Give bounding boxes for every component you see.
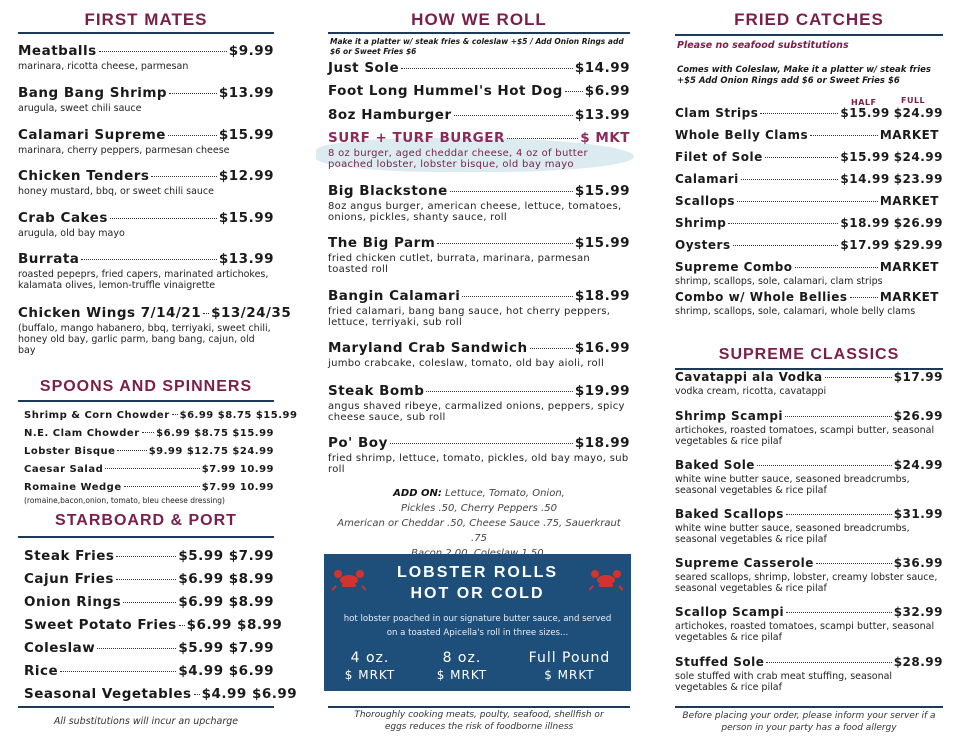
item-price: $28.99 (893, 655, 943, 669)
dot-leader (760, 113, 838, 114)
no-substitutions-note: Please no seafood substitutions (677, 40, 849, 51)
dot-leader (507, 138, 578, 139)
dot-leader (741, 179, 839, 180)
menu-item (24, 594, 274, 610)
divider (18, 400, 274, 402)
item-price: $15.99 (218, 127, 274, 143)
column-right (675, 0, 943, 742)
item-description: jumbo crabcake, coleslaw, tomato, old bay aioli, roll (328, 358, 605, 369)
dot-leader (728, 223, 838, 224)
item-price-full: $24.99 (893, 106, 943, 120)
item-name: Baked Scallops (675, 507, 784, 521)
item-description: seared scallops, shrimp, lobster, creamy lobster sauce, seasonal vegetables & rice pilaf (675, 572, 938, 594)
menu-item (24, 617, 283, 633)
lobster-size-option (529, 650, 611, 682)
menu-item (328, 383, 630, 423)
lobster-rolls-desc: hot lobster poached in our signature butter sauce, and served on a toasted Apicella's roll in three sizes... (343, 614, 612, 638)
divider (18, 536, 274, 538)
item-name: Cajun Fries (24, 571, 114, 587)
menu-item (18, 305, 292, 356)
dot-leader (766, 662, 891, 663)
menu-item (24, 446, 274, 457)
item-price: $15.99 (574, 235, 630, 251)
item-description: (buffalo, mango habanero, bbq, terriyaki, sweet chili, honey old bay, garlic parm, bang bang, cajun, old bay (18, 323, 271, 356)
menu-item (675, 370, 943, 397)
item-description: angus shaved ribeye, carmalized onions, peppers, spicy cheese sauce, sub roll (328, 401, 625, 423)
item-name: Calamari Supreme (18, 127, 166, 143)
item-name: Rice (24, 663, 59, 679)
dot-leader (168, 135, 217, 136)
item-price: $19.99 (574, 383, 630, 399)
item-name: Bangin Calamari (328, 288, 461, 304)
item-price: $ MKT (580, 130, 630, 146)
dot-leader (850, 297, 878, 298)
menu-item (24, 663, 274, 679)
lobster-price: $ MRKT (544, 668, 595, 682)
fried-platter-note: Comes with Coleslaw, Make it a platter w/ steak fries +$5 Add Onion Rings add $6 or Sweet Fries $6 (677, 65, 931, 86)
item-price: $13.99 (218, 85, 274, 101)
menu-item (675, 128, 943, 142)
item-description: fried shrimp, lettuce, tomato, pickles, old bay mayo, sub roll (328, 453, 629, 475)
item-name: Shrimp Scampi (675, 409, 784, 423)
item-price-full: $23.99 (893, 172, 943, 186)
menu-item (24, 410, 298, 421)
starboard-title: STARBOARD & PORT (55, 512, 237, 529)
item-price: $16.99 (574, 340, 630, 356)
menu-item (328, 83, 630, 99)
item-name: Oysters (675, 238, 731, 252)
menu-item (18, 210, 274, 239)
dot-leader (194, 694, 200, 695)
dot-leader (737, 201, 878, 202)
item-name: Seasonal Vegetables (24, 686, 192, 702)
dot-leader (203, 313, 209, 314)
column-left (18, 0, 298, 742)
item-name: Bang Bang Shrimp (18, 85, 168, 101)
item-description: vodka cream, ricotta, cavatappi (675, 386, 827, 397)
lobster-size: 8 oz. (442, 650, 482, 666)
menu-item (675, 238, 943, 252)
lobster-icon (589, 566, 623, 592)
dot-leader (151, 176, 216, 177)
item-name: Foot Long Hummel's Hot Dog (328, 83, 563, 99)
item-description: honey mustard, bbq, or sweet chili sauce (18, 186, 214, 197)
item-price-half: $17.99 (840, 238, 890, 252)
item-price: $5.99 $7.99 (178, 548, 274, 564)
dot-leader (60, 671, 176, 672)
lobster-rolls-box (324, 554, 631, 691)
item-price: $32.99 (893, 605, 943, 619)
item-price-half: MARKET (879, 260, 939, 274)
item-price-half: $15.99 (840, 150, 890, 164)
item-price: $18.99 (574, 288, 630, 304)
item-name: 8oz Hamburger (328, 107, 452, 123)
item-name: Steak Fries (24, 548, 115, 564)
dot-leader (117, 450, 146, 451)
item-price: $7.99 10.99 (201, 482, 274, 493)
divider (675, 706, 943, 708)
item-description: roasted pepeprs, fried capers, marinated artichokes, kalamata olives, lemon-truffle vinaigrette (18, 269, 269, 291)
item-price-full: $24.99 (893, 150, 943, 164)
item-price: $31.99 (893, 507, 943, 521)
dot-leader (454, 115, 573, 116)
menu-item (328, 435, 630, 475)
dot-leader (786, 612, 892, 613)
spoons-title: SPOONS AND SPINNERS (39, 378, 253, 395)
item-price-half: $15.99 (840, 106, 890, 120)
item-price-half: MARKET (879, 194, 939, 208)
item-name: N.E. Clam Chowder (24, 428, 140, 439)
menu-item (328, 183, 630, 223)
dot-leader (116, 556, 176, 557)
menu-item (675, 260, 943, 287)
dot-leader (765, 157, 839, 158)
menu-item (24, 686, 298, 702)
item-name: Whole Belly Clams (675, 128, 809, 142)
dot-leader (124, 486, 200, 487)
add-on-line: American or Cheddar .50, Cheese Sauce .75, Sauerkraut .75 (337, 518, 621, 544)
item-name: Romaine Wedge (24, 482, 122, 493)
lobster-size-option (345, 650, 395, 682)
dot-leader (172, 414, 178, 415)
lobster-icon (332, 566, 366, 592)
item-price-half: $18.99 (840, 216, 890, 230)
item-name: Baked Sole (675, 458, 755, 472)
item-name: Sweet Potato Fries (24, 617, 177, 633)
menu-item (675, 216, 943, 230)
divider (18, 706, 274, 708)
menu-item (328, 288, 630, 328)
menu-item (675, 507, 943, 545)
divider (675, 34, 943, 36)
item-description: shrimp, scallops, sole, calamari, whole belly clams (675, 306, 916, 317)
dot-leader (105, 468, 199, 469)
menu-item (24, 428, 274, 439)
menu-item (675, 409, 943, 447)
full-label: FULL (901, 96, 926, 105)
divider (328, 32, 630, 34)
divider (328, 706, 630, 708)
dot-leader (786, 514, 892, 515)
item-description: sole stuffed with crab meat stuffing, seasonal vegetables & rice pilaf (675, 671, 893, 693)
supreme-classics-title: SUPREME CLASSICS (718, 346, 900, 363)
item-price: $13.99 (218, 251, 274, 267)
item-price: $6.99 $8.75 $15.99 (179, 410, 298, 421)
item-name: Lobster Bisque (24, 446, 116, 457)
item-name: Filet of Sole (675, 150, 763, 164)
menu-item (675, 605, 943, 643)
dot-leader (825, 377, 892, 378)
menu-item (18, 85, 274, 114)
item-name: Shrimp & Corn Chowder (24, 410, 170, 421)
item-name: Stuffed Sole (675, 655, 765, 669)
item-price: $9.99 (228, 43, 274, 59)
item-price: $15.99 (218, 210, 274, 226)
menu-item (24, 482, 274, 506)
item-description: marinara, ricotta cheese, parmesan (18, 61, 189, 72)
menu-item (24, 640, 274, 656)
item-price: $9.99 $12.75 $24.99 (148, 446, 274, 457)
menu-item (675, 655, 943, 693)
dot-leader (179, 625, 185, 626)
item-name: Big Blackstone (328, 183, 448, 199)
item-price: $18.99 (574, 435, 630, 451)
item-name: Maryland Crab Sandwich (328, 340, 528, 356)
item-name: Burrata (18, 251, 80, 267)
menu-item (675, 556, 943, 594)
item-price: $6.99 $8.99 (186, 617, 283, 633)
first-mates-title: FIRST MATES (84, 10, 208, 29)
item-price: $36.99 (893, 556, 943, 570)
lobster-sizes (324, 650, 631, 682)
item-price: $24.99 (893, 458, 943, 472)
dot-leader (123, 602, 176, 603)
item-name: Steak Bomb (328, 383, 425, 399)
item-price: $12.99 (218, 168, 274, 184)
item-price-half: MARKET (879, 128, 939, 142)
item-price: $6.99 $8.75 $15.99 (156, 428, 274, 439)
item-price: $6.99 $8.99 (178, 594, 274, 610)
menu-item (18, 43, 274, 72)
dot-leader (169, 93, 217, 94)
menu-item (24, 548, 274, 564)
item-price: $6.99 $8.99 (178, 571, 274, 587)
item-name: The Big Parm (328, 235, 436, 251)
add-on-line: Lettuce, Tomato, Onion, (445, 488, 565, 499)
substitutions-note: All substitutions will incur an upcharge (53, 716, 239, 727)
menu-item (328, 340, 630, 369)
dot-leader (116, 579, 176, 580)
dot-leader (97, 648, 176, 649)
add-on-label: ADD ON: (393, 488, 442, 499)
item-price: $17.99 (893, 370, 943, 384)
dot-leader (99, 51, 227, 52)
item-description: arugula, old bay mayo (18, 228, 125, 239)
item-name: Scallops (675, 194, 736, 208)
dot-leader (450, 191, 573, 192)
item-price: $4.99 $6.99 (201, 686, 298, 702)
dot-leader (530, 348, 573, 349)
menu-item (675, 150, 943, 164)
item-description: white wine butter sauce, seasoned breadcrumbs, seasonal vegetables & rice pilaf (675, 523, 910, 545)
item-price-full: $29.99 (893, 238, 943, 252)
menu-item (18, 127, 274, 156)
item-name: Cavatappi ala Vodka (675, 370, 823, 384)
allergy-note: Before placing your order, please inform your server if a person in your party has a food allergy (682, 711, 936, 733)
menu-item (675, 172, 943, 186)
dot-leader (81, 259, 217, 260)
half-label: HALF (851, 98, 877, 107)
dot-leader (142, 432, 155, 433)
item-description: arugula, sweet chili sauce (18, 103, 142, 114)
dot-leader (816, 563, 892, 564)
item-price: $7.99 10.99 (201, 464, 274, 475)
fried-catches-title: FRIED CATCHES (734, 10, 884, 29)
menu-item (328, 235, 630, 275)
item-description: 8oz angus burger, american cheese, lettuce, tomatoes, onions, pickles, shanty sauce, roll (328, 201, 622, 223)
item-price: $13/24/35 (211, 305, 292, 321)
lobster-price: $ MRKT (436, 668, 488, 682)
item-price: $26.99 (893, 409, 943, 423)
divider (18, 32, 274, 34)
item-name: Just Sole (328, 60, 400, 76)
item-price: $13.99 (574, 107, 630, 123)
menu-item (675, 106, 943, 120)
dot-leader (757, 465, 892, 466)
column-middle (328, 0, 630, 742)
item-name: Caesar Salad (24, 464, 104, 475)
dot-leader (390, 443, 573, 444)
dot-leader (733, 245, 839, 246)
item-name: Combo w/ Whole Bellies (675, 290, 848, 304)
menu-item (675, 194, 943, 208)
dot-leader (785, 416, 892, 417)
item-name: Calamari (675, 172, 739, 186)
menu-item (328, 130, 630, 170)
item-name: Supreme Combo (675, 260, 793, 274)
item-name: Po' Boy (328, 435, 388, 451)
menu-item (328, 60, 630, 76)
lobster-price: $ MRKT (344, 668, 396, 682)
item-description: artichokes, roasted tomatoes, scampi butter, seasonal vegetables & rice pilaf (675, 621, 935, 643)
menu-item (18, 168, 274, 197)
item-description: marinara, cherry peppers, parmesan cheese (18, 145, 230, 156)
item-name: Crab Cakes (18, 210, 108, 226)
menu-item (675, 458, 943, 496)
menu-item (24, 571, 274, 587)
foodborne-note: Thoroughly cooking meats, poulty, seafood, shellfish or eggs reduces the risk of foodborne illness (354, 710, 604, 732)
item-description: fried chicken cutlet, burrata, marinara, parmesan toasted roll (328, 253, 591, 275)
menu-item (18, 251, 274, 291)
item-name: Scallop Scampi (675, 605, 785, 619)
menu-item (328, 107, 630, 123)
lobster-rolls-subtitle: HOT OR COLD (410, 585, 545, 602)
item-price: $5.99 $7.99 (178, 640, 274, 656)
item-description: (romaine,bacon,onion, tomato, bleu cheese dressing) (24, 496, 225, 505)
item-name: Coleslaw (24, 640, 96, 656)
dot-leader (810, 135, 878, 136)
item-price: $14.99 (574, 60, 630, 76)
lobster-rolls-title: LOBSTER ROLLS (396, 564, 559, 581)
item-description: shrimp, scallops, sole, calamari, clam strips (675, 276, 883, 287)
item-description: white wine butter sauce, seasoned breadcrumbs, seasonal vegetables & rice pilaf (675, 474, 910, 496)
lobster-size-option (437, 650, 487, 682)
menu-item (24, 464, 274, 475)
item-name: SURF + TURF BURGER (328, 130, 505, 146)
dot-leader (437, 243, 573, 244)
item-price-half: MARKET (879, 290, 939, 304)
item-description: artichokes, roasted tomatoes, scampi butter, seasonal vegetables & rice pilaf (675, 425, 935, 447)
dot-leader (462, 296, 573, 297)
item-price: $6.99 (584, 83, 630, 99)
item-price: $4.99 $6.99 (178, 663, 274, 679)
item-name: Chicken Wings 7/14/21 (18, 305, 202, 321)
dot-leader (426, 391, 572, 392)
dot-leader (110, 218, 217, 219)
item-description: fried calamari, bang bang sauce, hot cherry peppers, lettuce, terriyaki, sub roll (328, 306, 611, 328)
item-name: Shrimp (675, 216, 727, 230)
item-name: Onion Rings (24, 594, 122, 610)
dot-leader (795, 267, 878, 268)
item-price-half: $14.99 (840, 172, 890, 186)
item-price: $15.99 (574, 183, 630, 199)
item-name: Meatballs (18, 43, 97, 59)
add-on-line: Pickles .50, Cherry Peppers .50 (401, 503, 557, 514)
lobster-size: 4 oz. (350, 650, 390, 666)
dot-leader (565, 91, 583, 92)
lobster-size: Full Pound (528, 650, 611, 666)
item-name: Chicken Tenders (18, 168, 150, 184)
item-name: Supreme Casserole (675, 556, 814, 570)
item-description: 8 oz burger, aged cheddar cheese, 4 oz of butter poached lobster, lobster bisque, old bay mayo (328, 148, 588, 170)
item-price-full: $26.99 (893, 216, 943, 230)
menu-item (675, 290, 943, 317)
dot-leader (401, 68, 573, 69)
item-name: Clam Strips (675, 106, 759, 120)
add-on-section (328, 486, 630, 561)
how-we-roll-title: HOW WE ROLL (411, 10, 547, 29)
platter-note: Make it a platter w/ steak fries & coleslaw +$5 / Add Onion Rings add $6 or Sweet Fries $6 (330, 37, 624, 56)
